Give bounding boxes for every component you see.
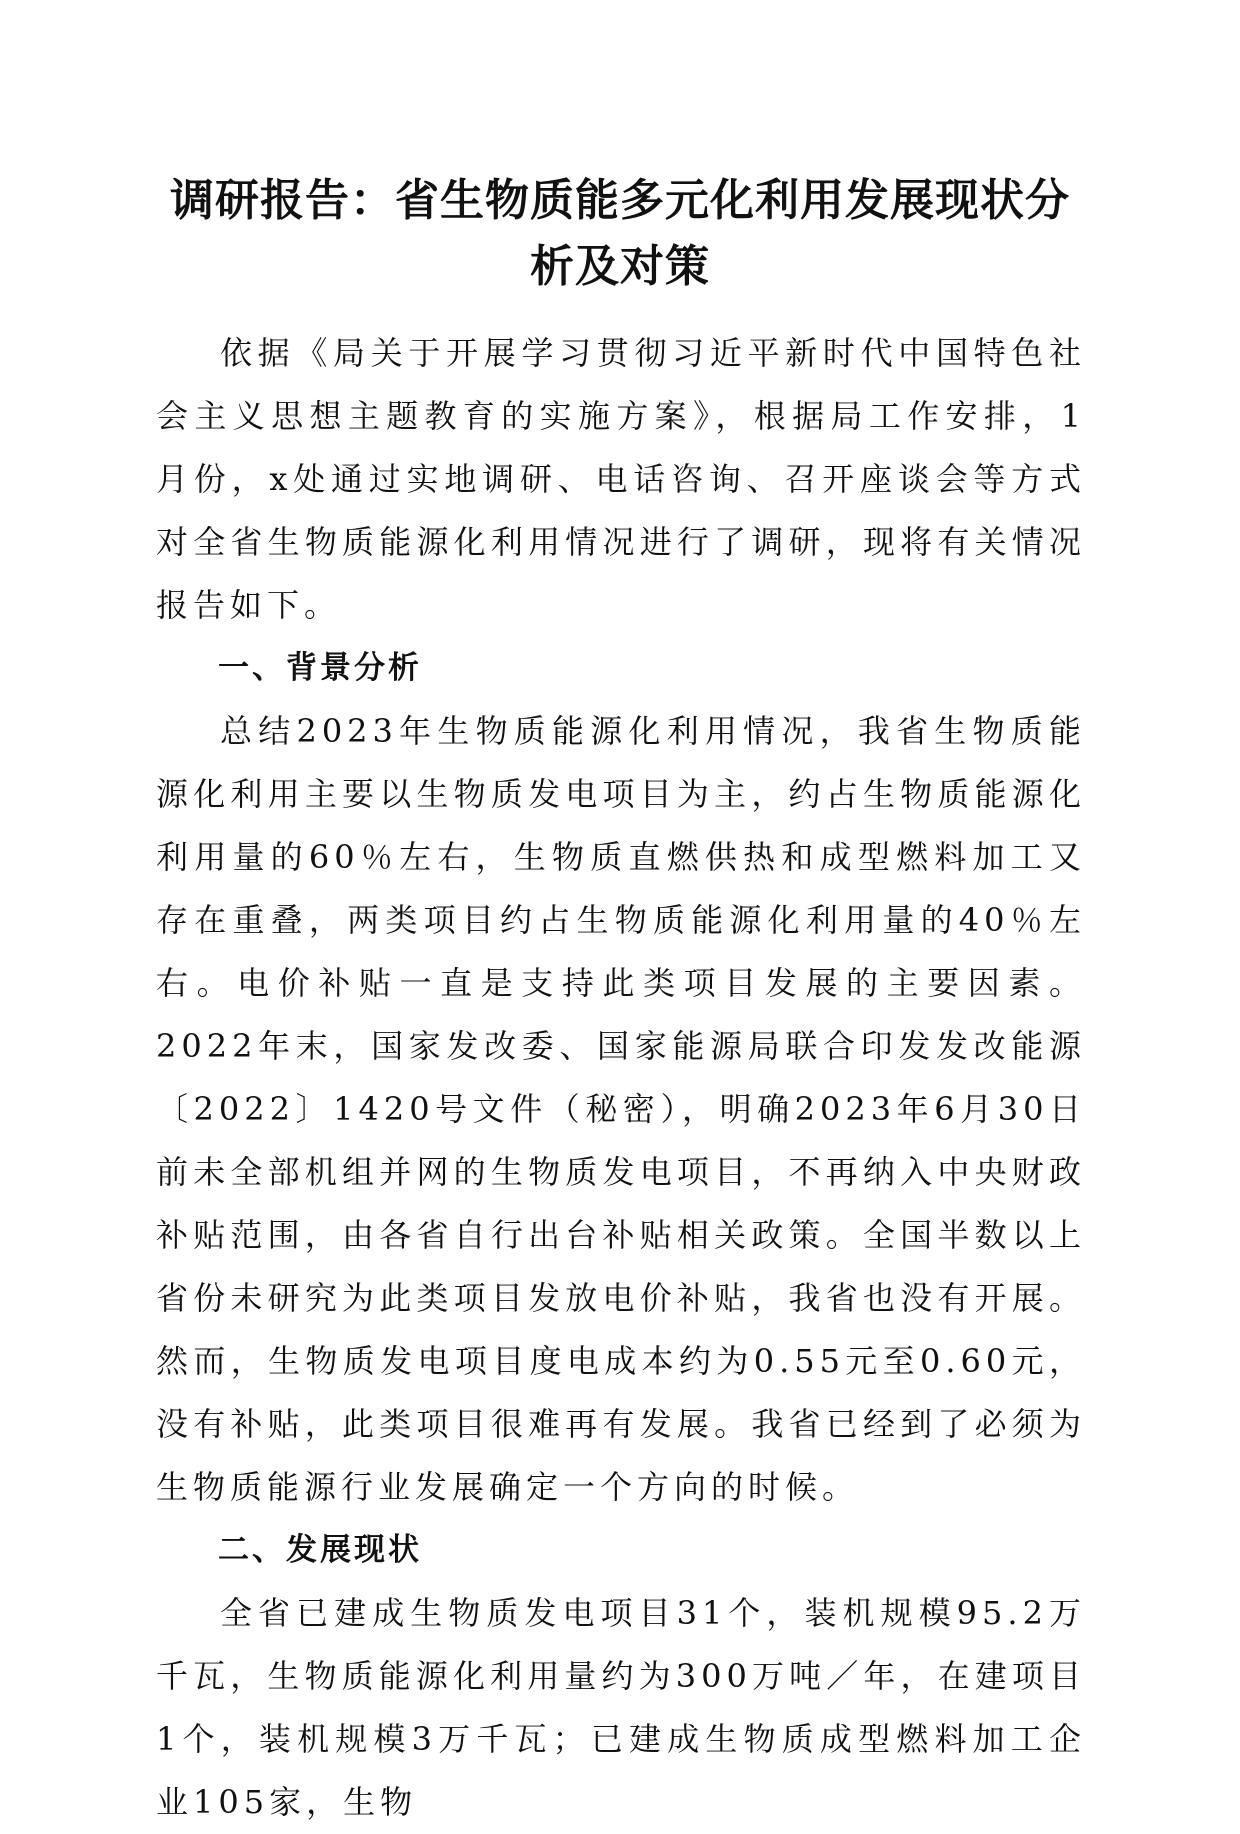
section-heading-background: 一、背景分析	[218, 650, 422, 686]
status-paragraph: 全省已建成生物质发电项目31个，装机规模95.2万千瓦，生物质能源化利用量约为300万吨／年，在建项目1个，装机规模3万千瓦；已建成生物质成型燃料加工企业105家，生物	[156, 1594, 1086, 1821]
document-body	[156, 322, 1086, 1834]
background-paragraph: 总结2023年生物质能源化利用情况，我省生物质能源化利用主要以生物质发电项目为主，约占生物质能源化利用量的60％左右，生物质直燃供热和成型燃料加工又存在重叠，两类项目约占生物质能源化利用量的40％左右。电价补贴一直是支持此类项目发展的主要因素。2022年末，国家发改委、国家能源局联合印发发改能源〔2022〕1420号文件（秘密），明确2023年6月30日前未全部机组并网的生物质发电项目，不再纳入中央财政补贴范围，由各省自行出台补贴相关政策。全国半数以上省份未研究为此类项目发放电价补贴，我省也没有开展。然而，生物质发电项目度电成本约为0.55元至0.60元，没有补贴，此类项目很难再有发展。我省已经到了必须为生物质能源行业发展确定一个方向的时候。	[156, 712, 1086, 1506]
section-heading-status: 二、发展现状	[218, 1532, 422, 1568]
intro-paragraph: 依据《局关于开展学习贯彻习近平新时代中国特色社会主义思想主题教育的实施方案》，根据局工作安排，1月份，x处通过实地调研、电话咨询、召开座谈会等方式对全省生物质能源化利用情况进行了调研，现将有关情况报告如下。	[156, 334, 1086, 624]
document-title: 调研报告：省生物质能多元化利用发展现状分析及对策	[170, 175, 1070, 292]
